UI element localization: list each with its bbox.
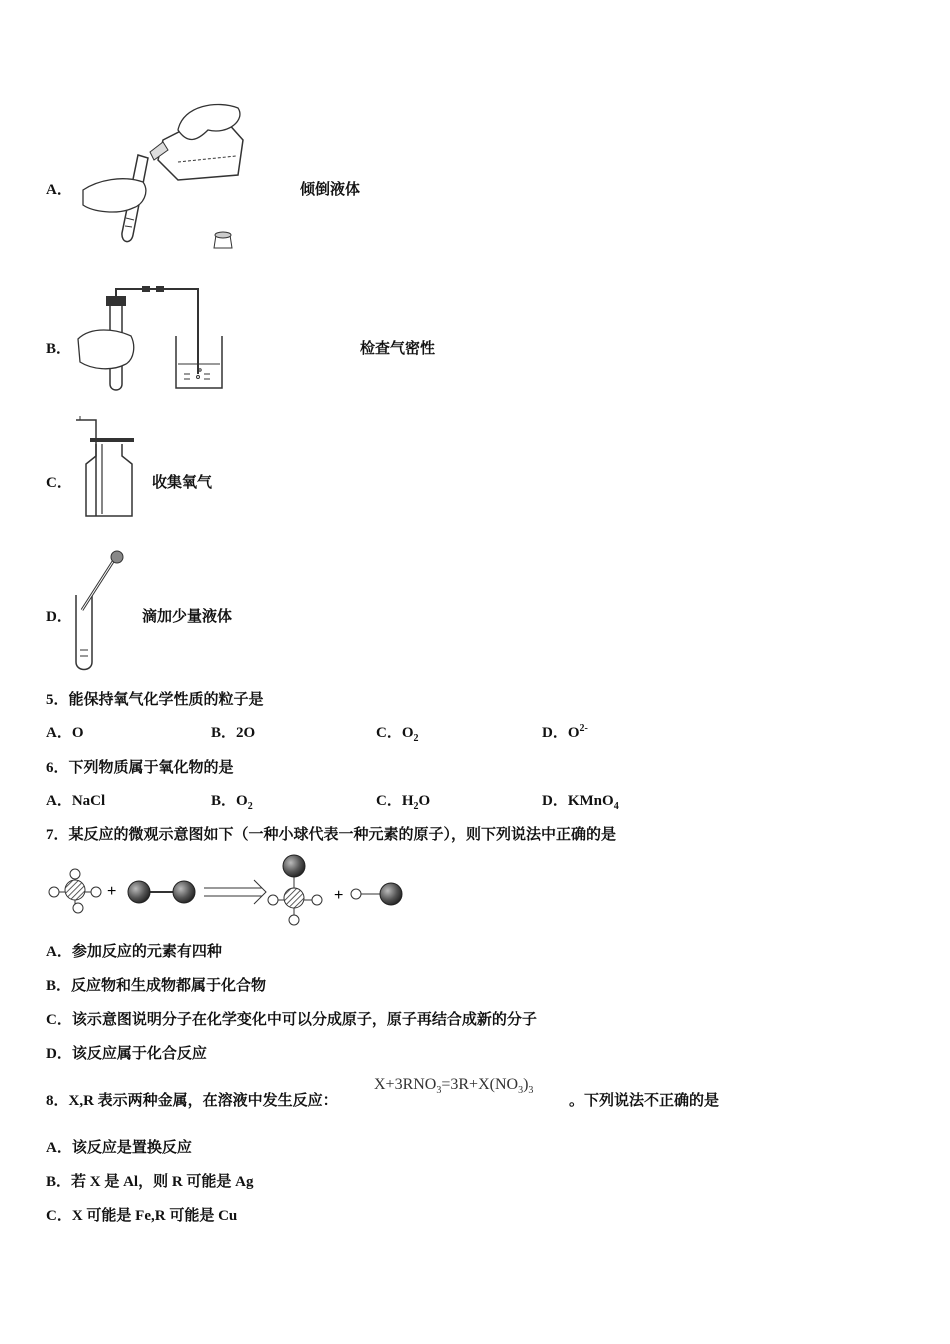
q7-option-b: B．反应物和生成物都属于化合物 bbox=[46, 978, 267, 994]
q8-option-c: C．X 可能是 Fe,R 可能是 Cu bbox=[46, 1208, 238, 1224]
pouring-liquid-illustration bbox=[78, 100, 248, 255]
q6-stem: 6．下列物质属于氧化物的是 bbox=[46, 760, 234, 776]
reactant-molecule-2 bbox=[128, 881, 195, 903]
q4-option-c-label: 收集氧气 bbox=[152, 475, 213, 491]
dropper-illustration bbox=[72, 550, 132, 672]
q4-option-a-label: 倾倒液体 bbox=[300, 182, 361, 198]
q8-stem: 8．X,R 表示两种金属，在溶液中发生反应： bbox=[46, 1093, 338, 1109]
q6-option-b: B．$O_2$ bbox=[211, 793, 253, 812]
q6-option-c: C．$H_2O$ bbox=[376, 793, 431, 812]
airtightness-check-illustration bbox=[76, 284, 226, 394]
q4-option-b-label: 检查气密性 bbox=[360, 341, 436, 357]
product-molecule-2 bbox=[351, 883, 402, 905]
q8-option-b: B．若 X 是 Al，则 R 可能是 Ag bbox=[46, 1174, 254, 1190]
q4-option-d-label: 滴加少量液体 bbox=[142, 609, 233, 625]
reactant-molecule-1 bbox=[49, 869, 101, 913]
q4-option-b-letter: B． bbox=[46, 341, 72, 357]
reaction-arrow bbox=[204, 880, 266, 904]
reaction-micro-diagram bbox=[44, 852, 414, 928]
q7-stem: 7．某反应的微观示意图如下（一种小球代表一种元素的原子），则下列说法中正确的是 bbox=[46, 827, 617, 843]
q7-option-d: D．该反应属于化合反应 bbox=[46, 1046, 207, 1062]
q6-option-d: D．KMnO$_4$ bbox=[542, 793, 619, 812]
q6-option-a: A．NaCl bbox=[46, 793, 106, 809]
q5-option-c: C．$O_2$ bbox=[376, 725, 419, 744]
product-molecule-1 bbox=[268, 855, 322, 925]
q5-stem: 5．能保持氧气化学性质的粒子是 bbox=[46, 692, 264, 708]
svg-text:+: + bbox=[107, 883, 117, 900]
q5-option-a: A．O bbox=[46, 725, 84, 741]
q7-option-c: C．该示意图说明分子在化学变化中可以分成原子，原子再结合成新的分子 bbox=[46, 1012, 537, 1028]
gas-collection-bottle-illustration bbox=[74, 416, 144, 521]
q8-stem-tail: 。下列说法不正确的是 bbox=[569, 1093, 720, 1109]
q5-option-b: B．2O bbox=[211, 725, 256, 741]
q5-option-d: D．$O^{2-}$ bbox=[542, 723, 588, 741]
q4-option-d-letter: D． bbox=[46, 609, 72, 625]
q7-option-a: A．参加反应的元素有四种 bbox=[46, 944, 222, 960]
svg-text:+: + bbox=[334, 887, 344, 904]
q8-option-a: A．该反应是置换反应 bbox=[46, 1140, 192, 1156]
q8-equation: $X+3RNO_3=3R+X(NO_3)_3$ bbox=[374, 1076, 534, 1097]
q4-option-a-letter: A． bbox=[46, 182, 72, 198]
q4-option-c-letter: C． bbox=[46, 475, 72, 491]
